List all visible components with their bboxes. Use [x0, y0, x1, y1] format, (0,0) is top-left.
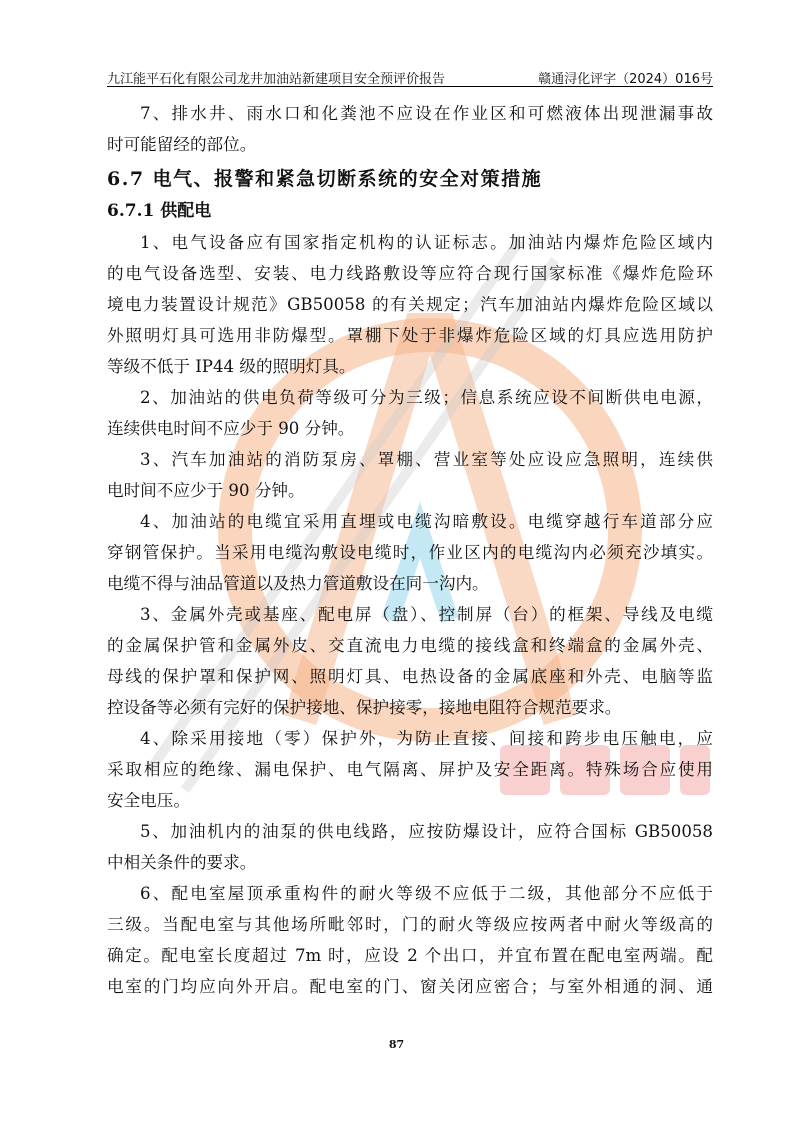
paragraph-line: 确定。配电室长度超过 7m 时，应设 2 个出口，并宜布置在配电室两端。配 — [107, 946, 713, 965]
paragraph-line: 4、除采用接地（零）保护外，为防止直接、间接和跨步电压触电，应 — [140, 729, 713, 748]
paragraph-line: 3、金属外壳或基座、配电屏（盘）、控制屏（台）的框架、导线及电缆 — [140, 605, 713, 624]
paragraph-line: 控设备等必须有完好的保护接地、保护接零，接地电阻符合规范要求。 — [107, 698, 622, 717]
paragraph-line: 电时间不应少于 90 分钟。 — [107, 481, 305, 500]
paragraph — [107, 382, 713, 444]
report-title: 九江能平石化有限公司龙井加油站新建项目安全预评价报告 — [107, 72, 446, 87]
paragraph-line: 安全电压。 — [107, 791, 190, 810]
subsection-heading: 6.7.1 供配电 — [107, 201, 212, 221]
paragraph-line: 母线的保护罩和保护网、照明灯具、电热设备的金属底座和外壳、电脑等监 — [107, 667, 713, 686]
paragraph-line: 中相关条件的要求。 — [107, 853, 257, 872]
section-heading: 6.7 电气、报警和紧急切断系统的安全对策措施 — [107, 168, 543, 190]
paragraph — [107, 816, 713, 878]
paragraph-line: 穿钢管保护。当采用电缆沟敷设电缆时，作业区内的电缆沟内必须充沙填实。 — [107, 543, 713, 562]
paragraph-line: 三级。当配电室与其他场所毗邻时，门的耐火等级应按两者中耐火等级高的 — [107, 915, 713, 934]
paragraph — [107, 444, 713, 506]
paragraph-line: 连续供电时间不应少于 90 分钟。 — [107, 419, 355, 438]
paragraph-line: 1、电气设备应有国家指定机构的认证标志。加油站内爆炸危险区域内 — [140, 233, 713, 252]
paragraph-line: 电缆不得与油品管道以及热力管道敷设在同一沟内。 — [107, 574, 489, 593]
paragraph-line: 境电力装置设计规范》GB50058 的有关规定；汽车加油站内爆炸危险区域以 — [107, 295, 713, 314]
report-number: 赣通浔化评字（2024）016号 — [538, 72, 713, 87]
paragraph — [107, 723, 713, 816]
document-body — [107, 98, 713, 1002]
paragraph-line: 6、配电室屋顶承重构件的耐火等级不应低于二级，其他部分不应低于 — [140, 884, 713, 903]
page-header — [107, 66, 713, 87]
paragraph-line: 7、排水井、雨水口和化粪池不应设在作业区和可燃液体出现泄漏事故 — [140, 104, 713, 123]
paragraph-line: 4、加油站的电缆宜采用直埋或电缆沟暗敷设。电缆穿越行车道部分应 — [140, 512, 713, 531]
paragraph-line: 外照明灯具可选用非防爆型。罩棚下处于非爆炸危险区域的灯具应选用防护 — [107, 326, 713, 345]
paragraph — [107, 599, 713, 723]
paragraph-line: 等级不低于 IP44 级的照明灯具。 — [107, 357, 356, 376]
page-number: 87 — [388, 1038, 405, 1051]
paragraph-line: 电室的门均应向外开启。配电室的门、窗关闭应密合；与室外相通的洞、通 — [107, 977, 713, 996]
paragraph — [107, 227, 713, 382]
paragraph-line: 5、加油机内的油泵的供电线路，应按防爆设计，应符合国标 GB50058 — [140, 822, 713, 841]
paragraph-line: 的金属保护管和金属外皮、交直流电力电缆的接线盒和终端盒的金属外壳、 — [107, 636, 713, 655]
paragraph — [107, 506, 713, 599]
paragraph-line: 3、汽车加油站的消防泵房、罩棚、营业室等处应设应急照明，连续供 — [140, 450, 713, 469]
paragraph-line: 的电气设备选型、安装、电力线路敷设等应符合现行国家标准《爆炸危险环 — [107, 264, 713, 283]
paragraph-line: 时可能留经的部位。 — [107, 135, 257, 154]
paragraph-line: 采取相应的绝缘、漏电保护、电气隔离、屏护及安全距离。特殊场合应使用 — [107, 760, 713, 779]
paragraph — [107, 878, 713, 1002]
paragraph-line: 2、加油站的供电负荷等级可分为三级；信息系统应设不间断供电电源， — [140, 388, 713, 407]
paragraph — [107, 98, 713, 160]
